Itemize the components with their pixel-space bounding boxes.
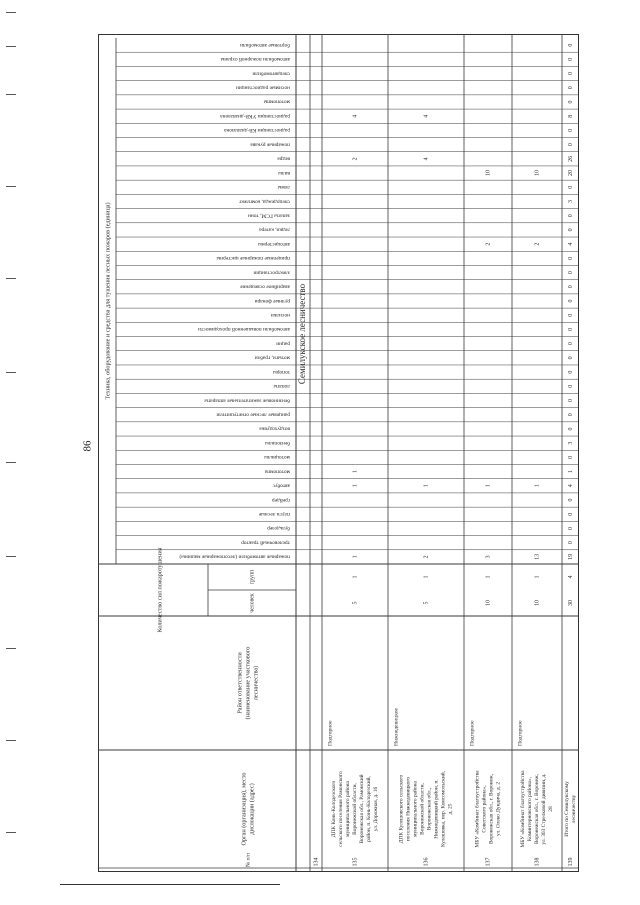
scan-edge-mark xyxy=(6,46,16,47)
row-number-134: 134 xyxy=(313,857,320,867)
row-139-equipment-13: 0 xyxy=(567,370,574,374)
row-groups-139: 4 xyxy=(567,575,574,579)
row-135-equipment-31: 4 xyxy=(352,114,359,118)
equipment-header-31: радиостанции УКВ-диапазона xyxy=(220,112,290,119)
row-groups-135: 1 xyxy=(352,575,359,579)
row-number-137: 137 xyxy=(485,857,492,867)
row-139-equipment-25: 3 xyxy=(567,199,574,203)
row-people-137: 10 xyxy=(485,600,492,606)
row-org-137 xyxy=(474,770,502,848)
row-org-138-line: Коминтерновского района», xyxy=(527,776,534,842)
scan-edge-mark xyxy=(6,832,16,833)
row-district-135: Подгорное xyxy=(327,720,334,746)
scan-edge-mark xyxy=(6,372,16,373)
row-135-equipment-0: 1 xyxy=(352,555,359,559)
row-org-137-line: МБУ «Комбинат благоустройства xyxy=(474,770,481,848)
org-column-header-line: Орган (организация), место xyxy=(240,772,248,846)
row-org-138-line: 28 xyxy=(548,806,555,812)
row-org-139-line: Итого по Семилукскому xyxy=(564,781,571,837)
row-139-equipment-21: 0 xyxy=(567,256,574,260)
row-groups-137: 1 xyxy=(485,575,492,579)
row-org-136-line: д. 25 xyxy=(447,803,454,815)
equipment-header-8: бензопилы xyxy=(265,439,290,446)
row-138-equipment-27: 10 xyxy=(534,170,541,177)
scan-edge-mark xyxy=(6,186,16,187)
table-grid xyxy=(98,34,579,872)
equipment-group-header: Техника, оборудование и средства для тушения лесных пожаров (единица) xyxy=(104,202,112,400)
equipment-header-25: спецодежда, комплект xyxy=(238,198,290,205)
table-frame xyxy=(99,35,579,872)
row-139-equipment-31: 8 xyxy=(567,114,574,118)
scan-edge-mark xyxy=(6,556,16,557)
row-org-139 xyxy=(564,781,577,837)
row-139-equipment-7: 0 xyxy=(567,455,574,459)
equipment-header-27: вилы xyxy=(278,169,290,176)
row-139-equipment-16: 0 xyxy=(567,327,574,331)
equipment-header-28: ведра xyxy=(277,155,290,162)
groups-subheader: групп xyxy=(249,569,256,585)
equipment-header-4: грейдер xyxy=(271,496,290,503)
district-column-header-line: (наименование участкового xyxy=(244,646,252,720)
equipment-header-22: автоцистерны xyxy=(258,240,290,247)
equipment-header-20: электростанции xyxy=(253,269,290,276)
row-138-equipment-5: 1 xyxy=(534,484,541,488)
row-138-equipment-0: 13 xyxy=(534,553,541,560)
equipment-header-17: носилки xyxy=(270,311,290,318)
equipment-header-19: аварийное освещение xyxy=(240,283,290,290)
row-org-135-line: Воронежской области, xyxy=(352,783,359,835)
row-org-136-line: муниципального района xyxy=(412,781,419,837)
row-org-139-line: лесничеству xyxy=(571,794,578,824)
equipment-header-33: носимые радиостанции xyxy=(235,84,290,91)
row-139-equipment-26: 0 xyxy=(567,185,574,189)
row-139-equipment-0: 19 xyxy=(567,553,574,560)
footer-rule xyxy=(60,884,280,885)
row-org-136-line: Воронежская обл., xyxy=(426,787,433,831)
row-org-137-line: Советского района», xyxy=(481,785,488,833)
row-139-equipment-8: 3 xyxy=(567,441,574,445)
equipment-header-34: спецавтомобили xyxy=(252,70,290,77)
district-column-header-line: Район ответственности xyxy=(236,652,244,714)
row-org-136-line: ДПК Кулешовского сельского xyxy=(398,774,405,844)
row-district-138: Подгорное xyxy=(517,720,524,746)
people-group-header: Количество сил пожаротушения xyxy=(156,547,164,633)
equipment-header-15: рации xyxy=(276,340,290,347)
row-org-136 xyxy=(399,770,454,847)
org-column-header-line: дислокации (адрес) xyxy=(248,783,256,835)
row-org-135-line: муниципального района xyxy=(345,781,352,837)
row-139-equipment-10: 0 xyxy=(567,413,574,417)
equipment-header-10: ранцевые лесные огнетушители xyxy=(216,411,290,418)
row-number-138: 138 xyxy=(534,857,541,867)
row-139-equipment-22: 4 xyxy=(567,242,574,246)
row-org-135-line: ул. Дорожная, д. 16 xyxy=(373,786,380,832)
row-139-equipment-5: 4 xyxy=(567,484,574,488)
row-org-138-line: Воронежская обл., г. Воронеж, xyxy=(534,773,541,845)
row-org-135 xyxy=(331,771,379,847)
row-org-136-line: Воронежской области, xyxy=(419,783,426,835)
equipment-header-13: топоры xyxy=(273,368,290,375)
equipment-header-16: автомобили повышенной проходимости xyxy=(198,326,290,333)
equipment-header-2: бульдозер xyxy=(267,525,290,532)
row-139-equipment-24: 0 xyxy=(567,214,574,218)
row-139-equipment-12: 0 xyxy=(567,384,574,388)
org-column-header xyxy=(240,773,255,846)
equipment-header-1: трелевочный трактор xyxy=(241,539,290,546)
row-139-equipment-18: 0 xyxy=(567,299,574,303)
scan-edge-mark xyxy=(6,12,16,13)
row-139-equipment-15: 0 xyxy=(567,342,574,346)
equipment-header-12: лопаты xyxy=(273,383,290,390)
row-groups-138: 1 xyxy=(534,575,541,579)
row-number-135: 135 xyxy=(352,857,359,867)
row-139-equipment-28: 26 xyxy=(567,155,574,162)
row-org-135-line: ДПК Конь-Колодезского xyxy=(331,780,338,838)
row-139-equipment-14: 0 xyxy=(567,356,574,360)
row-org-137-line: Воронежская обл., г. Воронеж, xyxy=(488,773,495,845)
row-org-136-line: Кулешовка, пер. Комсомольский, xyxy=(440,770,447,848)
equipment-header-26: ломы xyxy=(277,184,290,191)
row-139-equipment-20: 0 xyxy=(567,271,574,275)
row-139-equipment-4: 0 xyxy=(567,498,574,502)
number-column-header: № п/п xyxy=(245,852,252,868)
row-people-138: 10 xyxy=(534,600,541,606)
row-137-equipment-27: 10 xyxy=(485,170,492,177)
row-135-equipment-5: 1 xyxy=(352,484,359,488)
equipment-header-7: мотоциклы xyxy=(264,454,290,461)
row-people-135: 5 xyxy=(352,601,359,605)
row-groups-136: 1 xyxy=(423,575,430,579)
row-136-equipment-31: 4 xyxy=(423,114,430,118)
row-139-equipment-11: 0 xyxy=(567,399,574,403)
row-org-138-line: МБУ «Комбинат благоустройства xyxy=(520,770,527,848)
row-139-equipment-34: 0 xyxy=(567,72,574,76)
row-139-equipment-33: 0 xyxy=(567,86,574,90)
row-org-136-line: поселения Нижнедевицкого xyxy=(405,776,412,842)
row-135-equipment-6: 1 xyxy=(352,470,359,474)
equipment-header-29: пожарные рукава xyxy=(250,141,290,148)
row-139-equipment-3: 0 xyxy=(567,512,574,516)
row-139-equipment-17: 0 xyxy=(567,313,574,317)
row-137-equipment-0: 3 xyxy=(485,555,492,559)
scan-edge-mark xyxy=(6,462,16,463)
row-139-equipment-30: 0 xyxy=(567,128,574,132)
equipment-header-30: радиостанции КВ-диапазона xyxy=(224,127,290,134)
row-135-equipment-28: 2 xyxy=(352,157,359,161)
scan-edge-mark xyxy=(6,648,16,649)
row-org-138 xyxy=(519,770,554,848)
equipment-header-36: бортовые автомобили xyxy=(240,41,290,48)
row-138-equipment-22: 2 xyxy=(534,242,541,246)
row-139-equipment-2: 0 xyxy=(567,526,574,530)
row-number-136: 136 xyxy=(423,857,430,867)
row-139-equipment-6: 1 xyxy=(567,470,574,474)
row-org-137-line: ул. Олеко Дундича, д. 2 xyxy=(495,781,502,837)
page-number: 86 xyxy=(81,440,94,452)
equipment-header-23: лодки, катера xyxy=(259,226,290,233)
equipment-header-35: автомобили пожарной охраны xyxy=(220,56,290,63)
equipment-header-18: ручные фонари xyxy=(254,297,290,304)
row-139-equipment-19: 0 xyxy=(567,285,574,289)
row-district-136: Нижнедевицкое xyxy=(393,707,400,746)
row-district-137: Подгорное xyxy=(469,720,476,746)
row-139-equipment-27: 20 xyxy=(567,170,574,177)
row-139-equipment-36: 0 xyxy=(567,43,574,47)
equipment-header-0: пожарные автомобили (лесопожарные машины) xyxy=(179,553,290,560)
equipment-header-21: прицепные пожарные цистерны xyxy=(216,255,290,262)
scan-edge-mark xyxy=(6,278,16,279)
section-title: Семилукское лесничество xyxy=(297,283,308,385)
row-136-equipment-28: 4 xyxy=(423,157,430,161)
row-139-equipment-23: 0 xyxy=(567,228,574,232)
equipment-header-3: плуги лесные xyxy=(258,511,290,518)
equipment-header-5: автобус xyxy=(272,482,290,489)
people-subheader: человек xyxy=(249,593,256,613)
row-number-139: 139 xyxy=(567,857,574,867)
row-136-equipment-5: 1 xyxy=(423,484,430,488)
equipment-header-32: мотопомпы xyxy=(263,98,290,105)
district-column-header-line: лесничества) xyxy=(252,665,260,701)
row-136-equipment-0: 2 xyxy=(423,555,430,559)
row-139-equipment-35: 0 xyxy=(567,57,574,61)
row-139-equipment-32: 0 xyxy=(567,100,574,104)
equipment-header-6: мотопомпа xyxy=(264,468,290,475)
scan-edge-mark xyxy=(6,94,16,95)
equipment-header-9: воздуходувка xyxy=(259,425,290,432)
row-org-136-line: Нижнедевицкий район, п. xyxy=(433,779,440,839)
row-137-equipment-22: 2 xyxy=(485,242,492,246)
row-139-equipment-1: 0 xyxy=(567,541,574,545)
row-org-135-line: район, п. Конь-Колодезский, xyxy=(366,776,373,842)
row-139-equipment-9: 0 xyxy=(567,427,574,431)
scan-edge-mark xyxy=(6,740,16,741)
row-139-equipment-29: 0 xyxy=(567,143,574,147)
equipment-table xyxy=(98,34,579,872)
row-org-138-line: ул. 303 Стрелковой дивизии, д. xyxy=(541,773,548,845)
row-people-136: 5 xyxy=(423,601,430,605)
row-org-135-line: сельского поселения Рамонского xyxy=(338,771,345,847)
equipment-header-24: запасы ГСМ, тонн xyxy=(248,212,290,219)
row-people-139: 30 xyxy=(567,600,574,606)
equipment-header-11: бензиновые зажигательные аппараты xyxy=(204,397,290,404)
row-org-135-line: Воронежская обл., Рамонский xyxy=(359,774,366,844)
district-column-header xyxy=(236,647,259,720)
row-137-equipment-5: 1 xyxy=(485,484,492,488)
equipment-header-14: мотыги, грабли xyxy=(254,354,290,361)
